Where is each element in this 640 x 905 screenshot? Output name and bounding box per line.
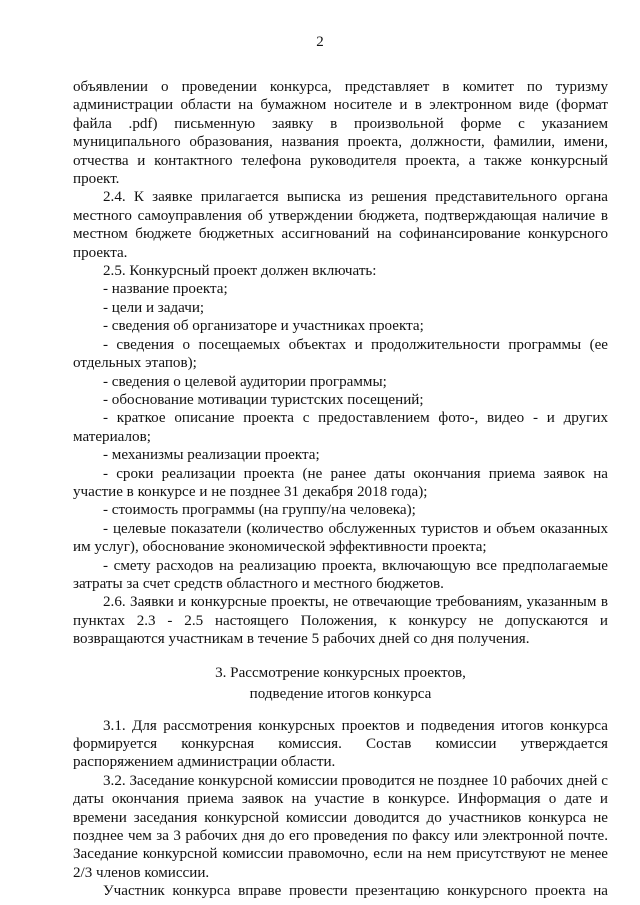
- section-heading: [73, 663, 608, 705]
- list-item: - цели и задачи;: [103, 299, 205, 316]
- list-item: - обоснование мотивации туристских посещений;: [103, 391, 424, 408]
- paragraph-2-6: 2.6. Заявки и конкурсные проекты, не отвечающие требованиям, указанным в пунктах 2.3 - 2.5 настоящего Положения, к конкурсу не допускаются и возвращаются участникам в течение 5 рабочих дней со дня получения.: [73, 594, 608, 648]
- list-item: - целевые показатели (количество обслуженных туристов и объем оказанных им услуг), обоснование экономической эффективности проекта;: [73, 520, 608, 556]
- list-item: - стоимость программы (на группу/на человека);: [103, 502, 416, 519]
- list-item: - смету расходов на реализацию проекта, включающую все предполагаемые затраты за счет средств областного и местного бюджетов.: [73, 557, 608, 592]
- list-item: - краткое описание проекта с предоставлением фото-, видео - и других материалов;: [73, 410, 608, 445]
- list-item: - сведения о посещаемых объектах и продолжительности программы (ее отдельных этапов);: [73, 336, 608, 372]
- list-item: - название проекта;: [103, 281, 228, 298]
- list-item: - механизмы реализации проекта;: [103, 447, 320, 464]
- paragraph-2-5: 2.5. Конкурсный проект должен включать:: [103, 263, 377, 280]
- page-number: 2: [316, 34, 324, 50]
- section-heading-line-2: подведение итогов конкурса: [249, 685, 432, 702]
- document-body: [73, 78, 608, 901]
- list-item: - сведения о целевой аудитории программы;: [103, 373, 387, 390]
- list-item: - сроки реализации проекта (не ранее даты окончания приема заявок на участие в конкурсе и не позднее 31 декабря 2018 года);: [73, 465, 608, 500]
- paragraph-continuation: объявлении о проведении конкурса, представляет в комитет по туризму администрации области на бумажном носителе и в электронном виде (формат файла .pdf) письменную заявку в произвольной форме с указанием муниципального образования, названия проекта, должности, фамилии, имени, отчества и контактного телефона руководителя проекта, а также конкурсный проект.: [73, 79, 608, 188]
- paragraph-3-2: 3.2. Заседание конкурсной комиссии проводится не позднее 10 рабочих дней с даты окончания приема заявок на участие в конкурсе. Информация о дате и времени заседания конкурсной комиссии доводится до участников конкурса не позднее чем за 3 рабочих дня до его проведения по факсу или электронной почте. Заседание конкурсной комиссии правомочно, если на нем присутствуют не менее 2/3 членов комиссии.: [73, 772, 608, 881]
- list-item: - сведения об организаторе и участниках проекта;: [103, 318, 424, 335]
- paragraph-2-4: 2.4. К заявке прилагается выписка из решения представительного органа местного самоуправления об утверждении бюджета, подтверждающая наличие в местном бюджете бюджетных ассигнований на софинансирование конкурсного проекта.: [73, 189, 608, 261]
- paragraph-presentation: Участник конкурса вправе провести презентацию конкурсного проекта на: [103, 883, 608, 900]
- section-heading-line-1: 3. Рассмотрение конкурсных проектов,: [215, 664, 466, 681]
- paragraph-3-1: 3.1. Для рассмотрения конкурсных проектов и подведения итогов конкурса формируется конкурсная комиссия. Состав комиссии утверждается распоряжением администрации области.: [73, 717, 608, 771]
